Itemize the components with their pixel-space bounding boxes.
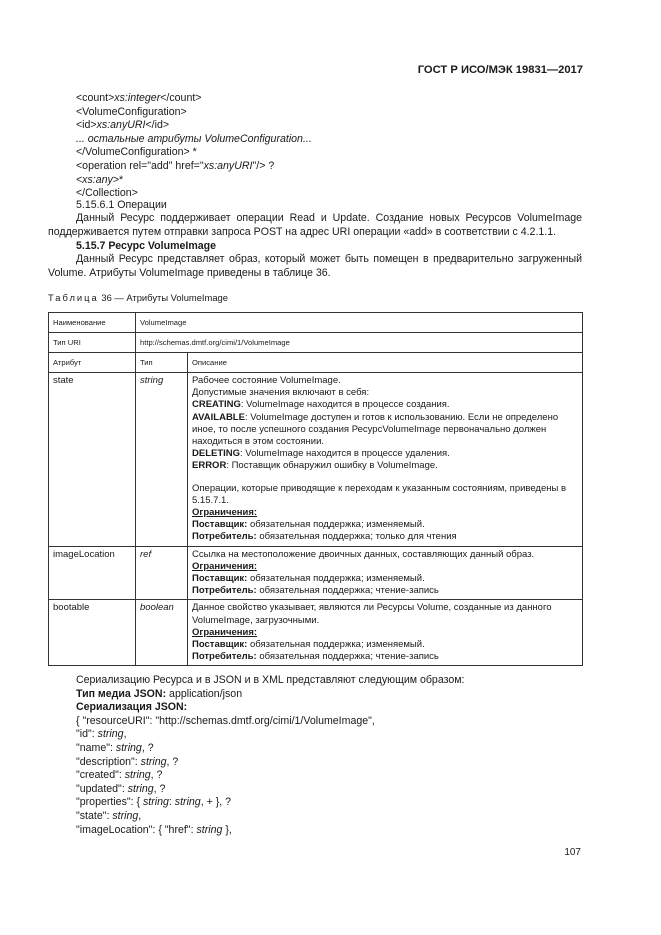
json-line: "name": string, ? [76, 741, 154, 754]
media-type-line: Тип медиа JSON: application/json [76, 687, 243, 700]
code-line: <operation rel="add" href="xs:anyURI"/> ? [76, 159, 275, 172]
json-line: "id": string, [76, 728, 127, 741]
code-line: ... остальные атрибуты VolumeConfiguration... [76, 132, 312, 145]
column-header-attribute: Атрибут [49, 353, 136, 373]
subsection-title-operations: 5.15.6.1 Операции [76, 199, 167, 211]
attr-name: imageLocation [49, 546, 136, 600]
attributes-table [48, 312, 583, 666]
code-line: </VolumeConfiguration> * [76, 146, 197, 159]
attr-description: Рабочее состояние VolumeImage. Допустимые значения включают в себя: CREATING: VolumeImage находится в процессе создания. AVAILABLE: VolumeImage доступен и готов к использованию. Если не определено иное, то после успешного создания РесурсVolumeImage первоначально должен находиться в этом состоянии. DELETING: VolumeImage находится в процессе удаления. ERROR: Поставщик обнаружил ошибку в VolumeImage. Операции, которые приводящие к переходам к указанным состояниям, приведены в 5.15.7.1. Ограничения: Поставщик: обязательная поддержка; изменяемый. Потребитель: обязательная поддержка; только для чтения [188, 373, 583, 547]
table-row [49, 600, 583, 666]
attr-type: boolean [136, 600, 188, 666]
attr-type: ref [136, 546, 188, 600]
json-line: "imageLocation": { "href": string }, [76, 823, 232, 836]
json-line: { "resourceURI": "http://schemas.dmtf.org/cimi/1/VolumeImage", [76, 714, 375, 727]
code-line: <xs:any>* [76, 173, 124, 186]
name-value: VolumeImage [136, 313, 583, 333]
section-title-volumeimage: 5.15.7 Ресурс VolumeImage [76, 240, 216, 252]
table-header-row [49, 353, 583, 373]
table-row [49, 373, 583, 547]
operations-paragraph: Данный Ресурс поддерживает операции Read и Update. Создание новых Ресурсов VolumeImage поддерживается путем отправки запроса POST на адрес URI операции «add» в соответствии с 4.2.1.1. [48, 212, 582, 238]
attr-name: state [49, 373, 136, 547]
json-line: "updated": string, ? [76, 782, 166, 795]
xml-code-block [76, 92, 312, 201]
json-line: "created": string, ? [76, 769, 163, 782]
serialization-block [76, 674, 464, 837]
serialization-intro: Сериализацию Ресурса и в JSON и в XML представляют следующим образом: [76, 674, 465, 686]
json-line: "state": string, [76, 809, 142, 822]
page-number: 107 [564, 847, 581, 858]
code-line: <count>xs:integer</count> [76, 92, 202, 104]
json-line: "description": string, ? [76, 755, 179, 768]
attr-description: Ссылка на местоположение двоичных данных, составляющих данный образ. Ограничения: Поставщик: обязательная поддержка; изменяемый. Потребитель: обязательная поддержка; чтение-запись [188, 546, 583, 600]
json-line: "properties": { string: string, + }, ? [76, 796, 232, 809]
code-line: </Collection> [76, 187, 138, 200]
table-row [49, 546, 583, 600]
name-label: Наименование [49, 313, 136, 333]
table-caption: Таблица 36 — Атрибуты VolumeImage [48, 292, 228, 303]
code-line: <id>xs:anyURI</id> [76, 119, 170, 132]
json-serialization-label: Сериализация JSON: [76, 701, 188, 714]
uri-value: http://schemas.dmtf.org/cimi/1/VolumeImage [136, 333, 583, 353]
column-header-description: Описание [188, 353, 583, 373]
attr-description: Данное свойство указывает, являются ли Ресурсы Volume, созданные из данного VolumeImage, загрузочными. Ограничения: Поставщик: обязательная поддержка; изменяемый. Потребитель: обязательная поддержка; чтение-запись [188, 600, 583, 666]
table-row-name [49, 313, 583, 333]
column-header-type: Тип [136, 353, 188, 373]
table-row-uri [49, 333, 583, 353]
code-line: <VolumeConfiguration> [76, 105, 187, 118]
standard-header: ГОСТ Р ИСО/МЭК 19831—2017 [417, 64, 583, 76]
attr-type: string [136, 373, 188, 547]
attr-name: bootable [49, 600, 136, 666]
uri-label: Тип URI [49, 333, 136, 353]
volumeimage-paragraph: Данный Ресурс представляет образ, который может быть помещен в предварительно загруженный Volume. Атрибуты VolumeImage приведены в таблице 36. [48, 253, 582, 279]
